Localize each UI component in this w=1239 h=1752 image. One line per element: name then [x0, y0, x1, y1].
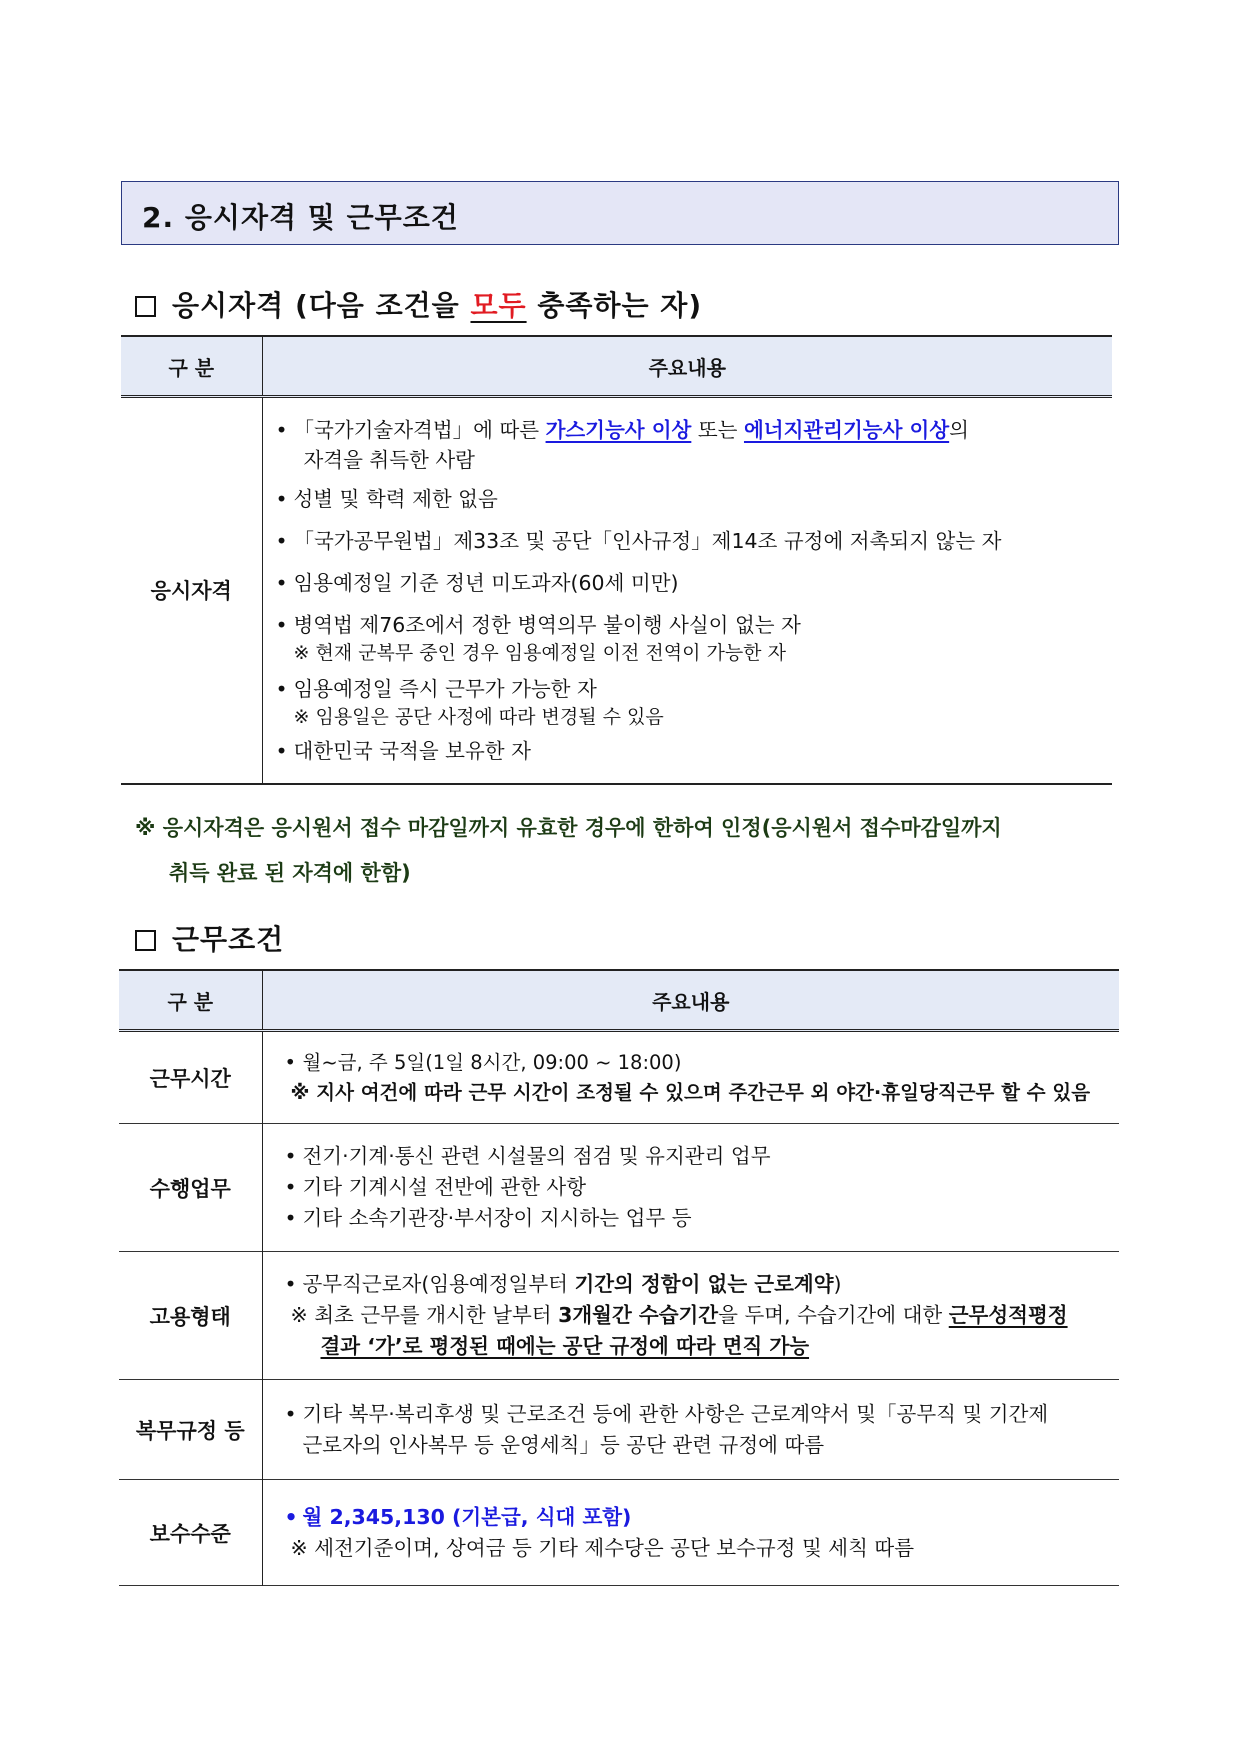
row-duties: 수행업무 • 전기·기계·통신 관련 시설물의 점검 및 유지관리 업무 • 기타 기계시설 전반에 관한 사항 • 기타 소속기관장·부서장이 지시하는 업무 등 — [119, 1124, 1119, 1252]
list-item: • 성별 및 학력 제한 없음 — [276, 483, 1103, 515]
list-item: • 「국가공무원법」제33조 및 공단「인사규정」제14조 규정에 저촉되지 않는 자 — [276, 525, 1103, 557]
col-header-content: 주요내용 — [262, 970, 1119, 1031]
list-item: • 임용예정일 즉시 근무가 가능한 자 ※ 임용일은 공단 사정에 따라 변경될 수 있음 — [276, 673, 1103, 733]
qualifications-table — [121, 335, 1112, 785]
list-item: • 「국가기술자격법」에 따른 가스기능사 이상 또는 에너지관리기능사 이상의 자격을 취득한 사람 — [276, 414, 1103, 476]
col-header-content: 주요내용 — [262, 336, 1112, 397]
row-employment: 고용형태 • 공무직근로자(임용예정일부터 기간의 정함이 없는 근로계약) ※ 최초 근무를 개시한 날부터 3개월간 수습기간을 두며, 수습기간에 대한 근무성적평정 결과 ‘가’로 평정된 때에는 공단 규정에 따라 면직 가능 — [119, 1252, 1119, 1380]
list-item: • 병역법 제76조에서 정한 병역의무 불이행 사실이 없는 자 ※ 현재 군복무 중인 경우 임용예정일 이전 전역이 가능한 자 — [276, 609, 1103, 669]
table-header — [121, 336, 1112, 397]
list-item: • 기타 소속기관장·부서장이 지시하는 업무 등 — [285, 1203, 1110, 1234]
row-work-hours: 근무시간 • 월~금, 주 5일(1일 8시간, 09:00 ~ 18:00) ※ 지사 여건에 따라 근무 시간이 조정될 수 있으며 주간근무 외 야간·휴일당직근무 할 수 있음 — [119, 1031, 1119, 1124]
emphasis-all: 모두 — [470, 289, 527, 322]
conditions-table — [119, 969, 1119, 1586]
list-item: • 기타 기계시설 전반에 관한 사항 — [285, 1172, 1110, 1203]
row-label-qualification: 응시자격 — [121, 397, 262, 784]
col-header-category: 구 분 — [119, 970, 262, 1031]
section-header — [121, 181, 1119, 245]
qualifications-heading: 응시자격 (다음 조건을 모두 충족하는 자) — [135, 284, 702, 324]
qualification-notice: ※ 응시자격은 응시원서 접수 마감일까지 유효한 경우에 한하여 인정(응시원서 접수마감일까지 취득 완료 된 자격에 한함) — [135, 816, 1002, 885]
checkbox-square-icon — [135, 296, 156, 317]
col-header-category: 구 분 — [121, 336, 262, 397]
list-item: • 대한민국 국적을 보유한 자 — [276, 735, 1103, 767]
list-item: • 임용예정일 기준 정년 미도과자(60세 미만) — [276, 567, 1103, 599]
salary-amount: • 월 2,345,130 (기본급, 식대 포함) — [285, 1502, 1110, 1533]
conditions-heading: 근무조건 — [135, 918, 284, 958]
list-note: ※ 현재 군복무 중인 경우 임용예정일 이전 전역이 가능한 자 — [293, 641, 786, 664]
table-header — [119, 970, 1119, 1031]
section-title: 2. 응시자격 및 근무조건 — [142, 201, 459, 234]
checkbox-square-icon — [135, 930, 156, 951]
list-note: ※ 임용일은 공단 사정에 따라 변경될 수 있음 — [293, 705, 664, 728]
qualification-list — [262, 397, 1112, 784]
row-rules: 복무규정 등 • 기타 복무·복리후생 및 근로조건 등에 관한 사항은 근로계약서 및「공무직 및 기간제 근로자의 인사복무 등 운영세칙」등 공단 관련 규정에 따름 — [119, 1380, 1119, 1480]
row-salary: 보수수준 • 월 2,345,130 (기본급, 식대 포함) ※ 세전기준이며, 상여금 등 기타 제수당은 공단 보수규정 및 세칙 따름 — [119, 1480, 1119, 1586]
energy-technician-text: 에너지관리기능사 이상 — [743, 417, 950, 442]
gas-technician-text: 가스기능사 이상 — [545, 417, 692, 442]
list-item: • 전기·기계·통신 관련 시설물의 점검 및 유지관리 업무 — [285, 1141, 1110, 1172]
